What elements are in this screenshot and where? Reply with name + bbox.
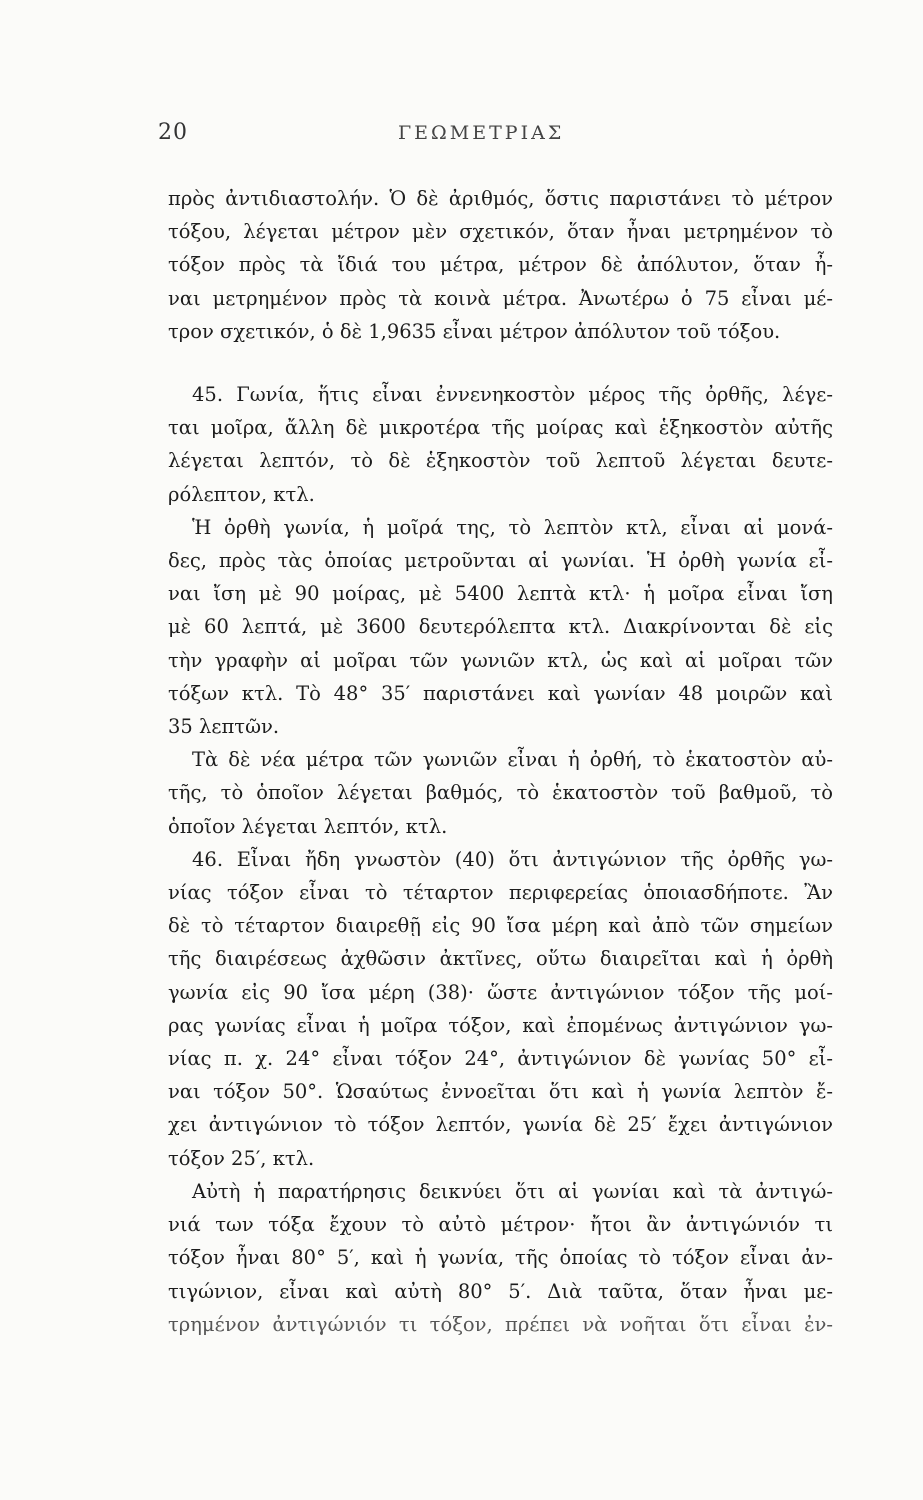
page-number: 20 xyxy=(158,120,188,145)
text-line: τόξων κτλ. Τὸ 48° 35′ παριστάνει καὶ γωνίαν 48 μοιρῶν καὶ xyxy=(168,681,833,705)
text-line: τῆς, τὸ ὁποῖον λέγεται βαθμός, τὸ ἑκατοστὸν τοῦ βαθμοῦ, τὸ xyxy=(168,781,833,805)
paragraph-new-measures xyxy=(168,743,833,843)
text-line: τῆς διαιρέσεως ἀχθῶσιν ἀκτῖνες, οὕτω διαιρεῖται καὶ ἡ ὀρθὴ xyxy=(168,947,833,971)
text-line: δὲ τὸ τέταρτον διαιρεθῇ εἰς 90 ἴσα μέρη καὶ ἀπὸ τῶν σημείων xyxy=(168,914,833,938)
paragraph-units xyxy=(168,511,833,743)
text-line: ρας γωνίας εἶναι ἡ μοῖρα τόξον, καὶ ἐπομένως ἀντιγώνιον γω- xyxy=(168,1013,833,1037)
text-line: ναι ἴση μὲ 90 μοίρας, μὲ 5400 λεπτὰ κτλ· ἡ μοῖρα εἶναι ἴση xyxy=(168,582,833,606)
text-line: τόξον πρὸς τὰ ἴδιά του μέτρα, μέτρον δὲ ἀπόλυτον, ὅταν ἦ- xyxy=(168,253,833,277)
text-line: νίας τόξον εἶναι τὸ τέταρτον περιφερείας ὁποιασδήποτε. Ἂν xyxy=(168,881,833,905)
text-line: δες, πρὸς τὰς ὁποίας μετροῦνται αἱ γωνίαι. Ἡ ὀρθὴ γωνία εἶ- xyxy=(168,549,833,573)
text-line: ται μοῖρα, ἄλλη δὲ μικροτέρα τῆς μοίρας καὶ ἑξηκοστὸν αὐτῆς xyxy=(168,416,833,440)
text-line: πρὸς ἀντιδιαστολήν. Ὁ δὲ ἀριθμός, ὅστις παριστάνει τὸ μέτρον xyxy=(168,187,833,210)
text-line: τὴν γραφὴν αἱ μοῖραι τῶν γωνιῶν κτλ, ὡς καὶ αἱ μοῖραι τῶν xyxy=(168,648,833,672)
text-line: 46. Εἶναι ἤδη γνωστὸν (40) ὅτι ἀντιγώνιον τῆς ὀρθῆς γω- xyxy=(192,847,833,871)
running-title: ΓΕΩΜΕΤΡΙΑΣ xyxy=(398,122,565,144)
text-line: τόξον 25′, κτλ. xyxy=(168,1146,315,1170)
text-line: τρον σχετικόν, ὁ δὲ 1,9635 εἶναι μέτρον ἀπόλυτον τοῦ τόξου. xyxy=(168,319,781,343)
text-line: χει ἀντιγώνιον τὸ τόξον λεπτόν, γωνία δὲ 25′ ἔχει ἀντιγώνιον xyxy=(168,1113,833,1137)
paragraph-continuation xyxy=(168,182,833,348)
text-line: 35 λεπτῶν. xyxy=(168,715,280,739)
text-line: μὲ 60 λεπτά, μὲ 3600 δευτερόλεπτα κτλ. Διακρίνονται δὲ εἰς xyxy=(168,615,833,639)
text-line: ρόλεπτον, κτλ. xyxy=(168,482,315,506)
text-line: τόξου, λέγεται μέτρον μὲν σχετικόν, ὅταν ἦναι μετρημένον τὸ xyxy=(168,220,833,244)
text-line: Ἡ ὀρθὴ γωνία, ἡ μοῖρά της, τὸ λεπτὸν κτλ, εἶναι αἱ μονά- xyxy=(192,515,833,539)
body-text xyxy=(168,182,833,1341)
text-line: τιγώνιον, εἶναι καὶ αὐτὴ 80° 5′. Διὰ ταῦτα, ὅταν ἦναι με- xyxy=(168,1279,833,1303)
text-line: τόξον ἦναι 80° 5′, καὶ ἡ γωνία, τῆς ὁποίας τὸ τόξον εἶναι ἀν- xyxy=(168,1246,833,1270)
text-line: ναι μετρημένον πρὸς τὰ κοινὰ μέτρα. Ἀνωτέρω ὁ 75 εἶναι μέ- xyxy=(168,286,833,310)
paragraph-45 xyxy=(168,378,833,511)
page-header xyxy=(140,120,830,160)
text-line: γωνία εἰς 90 ἴσα μέρη (38)· ὥστε ἀντιγώνιον τόξον τῆς μοί- xyxy=(168,980,833,1004)
text-line: ναι τόξον 50°. Ὡσαύτως ἐννοεῖται ὅτι καὶ ἡ γωνία λεπτὸν ἔ- xyxy=(168,1080,833,1104)
text-line: λέγεται λεπτόν, τὸ δὲ ἑξηκοστὸν τοῦ λεπτοῦ λέγεται δευτε- xyxy=(168,449,833,473)
text-line: ὁποῖον λέγεται λεπτόν, κτλ. xyxy=(168,814,448,838)
paragraph-observation xyxy=(168,1175,833,1341)
text-line: νιά των τόξα ἔχουν τὸ αὐτὸ μέτρον· ἤτοι ἂν ἀντιγώνιόν τι xyxy=(168,1213,833,1237)
text-line: 45. Γωνία, ἥτις εἶναι ἐννενηκοστὸν μέρος τῆς ὀρθῆς, λέγε- xyxy=(192,383,833,407)
text-line: Τὰ δὲ νέα μέτρα τῶν γωνιῶν εἶναι ἡ ὀρθή, τὸ ἑκατοστὸν αὐ- xyxy=(192,748,833,772)
paragraph-46 xyxy=(168,843,833,1175)
text-line: τρημένον ἀντιγώνιόν τι τόξον, πρέπει νὰ νοῆται ὅτι εἶναι ἐν- xyxy=(168,1312,833,1336)
text-line: Αὐτὴ ἡ παρατήρησις δεικνύει ὅτι αἱ γωνίαι καὶ τὰ ἀντιγώ- xyxy=(192,1179,833,1203)
text-line: νίας π. χ. 24° εἶναι τόξον 24°, ἀντιγώνιον δὲ γωνίας 50° εἶ- xyxy=(168,1047,833,1071)
